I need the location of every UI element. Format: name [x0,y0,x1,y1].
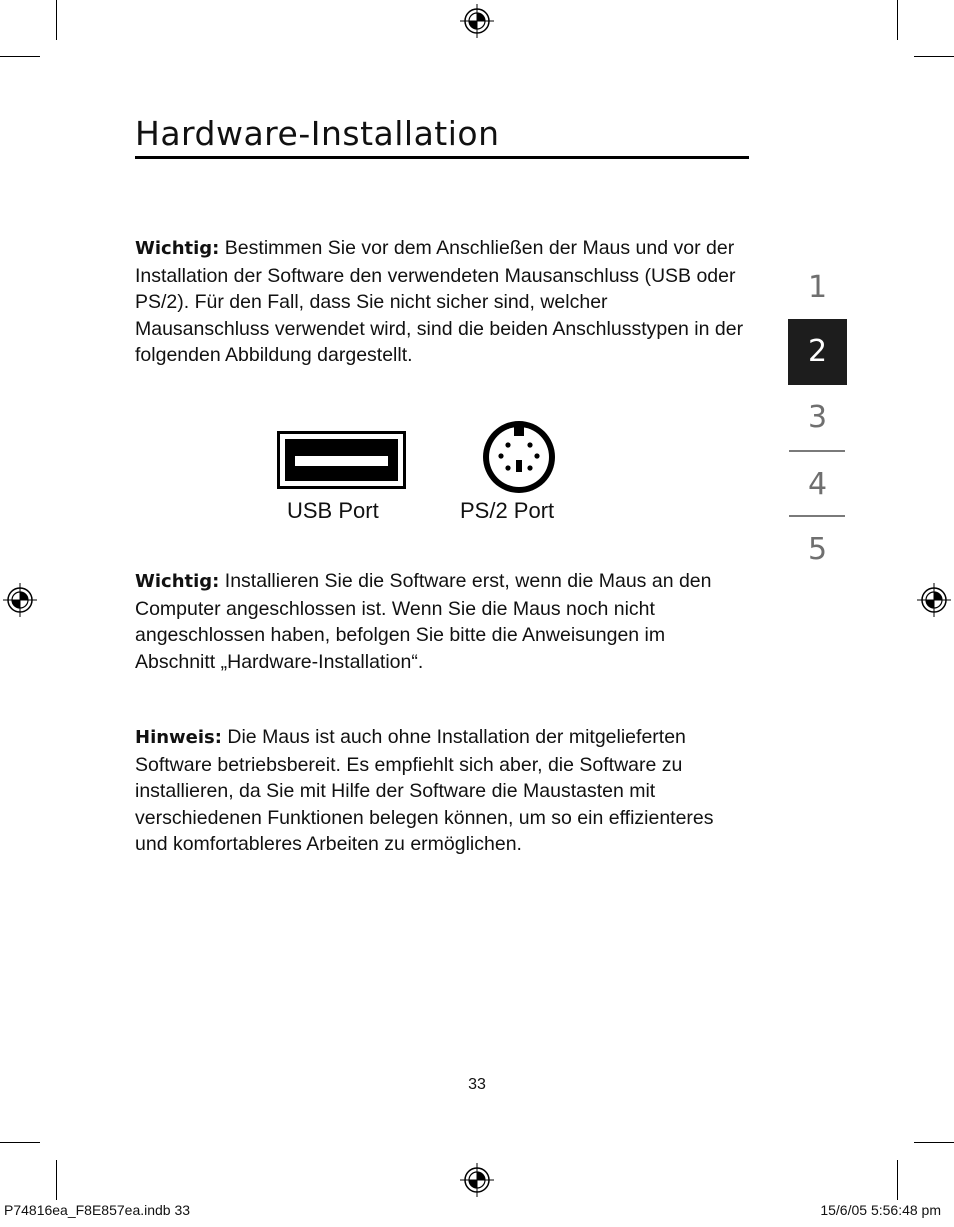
registration-mark-icon [460,1163,494,1197]
page-title: Hardware-Installation [135,112,749,159]
ps2-port-icon [482,420,556,494]
crop-mark [0,1142,40,1143]
usb-port-icon [277,431,406,489]
print-slug-file: P74816ea_F8E857ea.indb 33 [4,1202,191,1218]
registration-mark-icon [3,583,37,617]
registration-mark-icon [460,4,494,38]
ports-figure [270,420,580,530]
chapter-tab-4: 4 [807,467,828,502]
crop-mark [56,0,57,40]
chapter-divider [789,450,845,452]
crop-mark [914,56,954,57]
note-lead: Wichtig: [135,238,220,259]
note-text: Die Maus ist auch ohne Installation der mitgelieferten Software betriebsbereit. Es empfiehlt sich aber, die Software zu installieren, da Sie mit Hilfe der Software die Maustasten mit verschiedenen Funktionen belegen können, um so ein effizienteres und komfortableres Arbeiten zu ermöglichen. [135,726,714,856]
chapter-tab-2: 2 [788,319,847,385]
chapter-tab-3: 3 [807,400,828,435]
usb-port-label: USB Port [287,498,379,523]
crop-mark [897,0,898,40]
ps2-port-label: PS/2 Port [460,498,555,523]
crop-mark [0,56,40,57]
registration-mark-icon [917,583,951,617]
crop-mark [914,1142,954,1143]
crop-mark [56,1160,57,1200]
note-lead: Wichtig: [135,571,220,592]
hint-note [135,724,747,858]
important-note-connector [135,235,747,369]
note-lead: Hinweis: [135,727,222,748]
chapter-tab-5: 5 [807,532,828,567]
note-text: Installieren Sie die Software erst, wenn die Maus an den Computer angeschlossen ist. Wenn Sie die Maus noch nicht angeschlossen haben, befolgen Sie bitte die Anweisungen im Abschnitt „Hardware-Installation“. [135,570,712,673]
chapter-tab-1: 1 [807,270,828,305]
page-number: 33 [468,1076,486,1093]
chapter-divider [789,515,845,517]
important-note-install [135,568,747,675]
crop-mark [897,1160,898,1200]
note-text: Bestimmen Sie vor dem Anschließen der Maus und vor der Installation der Software den verwendeten Mausanschluss (USB oder PS/2). Für den Fall, dass Sie nicht sicher sind, welcher Mausanschluss verwendet wird, sind die beiden Anschlusstypen in der folgenden Abbildung dargestellt. [135,237,744,367]
print-slug-timestamp: 15/6/05 5:56:48 pm [820,1202,941,1218]
